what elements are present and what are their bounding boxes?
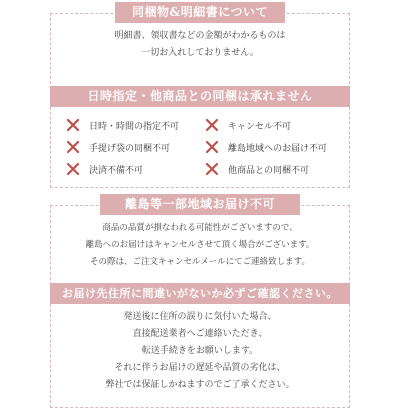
x-mark-icon [65,117,81,133]
section-title: 同梱物&明細書について [115,2,285,23]
restriction-label: 他商品との同梱不可 [228,165,310,176]
restriction-label: 日時・時間の指定不可 [89,121,180,132]
restriction-item [65,138,198,156]
section-title: 日時指定・他商品との同梱は承れません [50,86,350,107]
restriction-item [204,138,337,156]
body-line: 一切お入れしておりません。 [141,48,259,58]
body-line: 商品の品質が損なわれる可能性がございますので、 [102,223,298,233]
x-mark-icon [65,139,81,155]
body-line: 離島へのお届けはキャンセルさせて頂く場合がございます。 [85,240,315,250]
section-body [50,294,350,408]
restriction-label: 手提げ袋の同梱不可 [89,143,171,154]
restriction-label: 離島地域へのお届け不可 [228,143,328,154]
restriction-label: キャンセル不可 [228,121,292,132]
section-body [50,205,350,285]
restriction-item [204,116,337,134]
restriction-item [204,160,337,178]
body-line: 明細書、領収書などの金額がわかるものは [114,31,286,41]
x-mark-icon [204,117,220,133]
body-line: 弊社では保証しかねますのでご了承ください。 [105,380,295,390]
section-title: お届け先住所に間違いがないか必ずご確認ください。 [50,283,350,304]
body-line: その際は、ご注文キャンセルメールにてご連絡致します。 [90,257,310,267]
section-body [50,97,350,188]
section-address-check [50,283,350,408]
section-title: 離島等一部地域お届け不可 [100,194,300,215]
body-line: 転送手続きをお願いします。 [141,346,259,356]
section-bundled-items [50,2,350,89]
restriction-list [51,112,349,186]
section-restrictions [50,86,350,188]
x-mark-icon [65,161,81,177]
body-line: 直接配送業者へご連絡いただき、 [132,329,268,339]
restriction-item [65,160,198,178]
body-line: 発送後に住所の誤りに気付いた場合、 [123,312,277,322]
section-body [50,13,350,89]
body-line: それに伴うお届けの遅延や品質の劣化は、 [114,363,286,373]
x-mark-icon [204,161,220,177]
restriction-label: 決済不備不可 [89,165,144,176]
restriction-item [65,116,198,134]
section-remote-islands [50,194,350,285]
x-mark-icon [204,139,220,155]
